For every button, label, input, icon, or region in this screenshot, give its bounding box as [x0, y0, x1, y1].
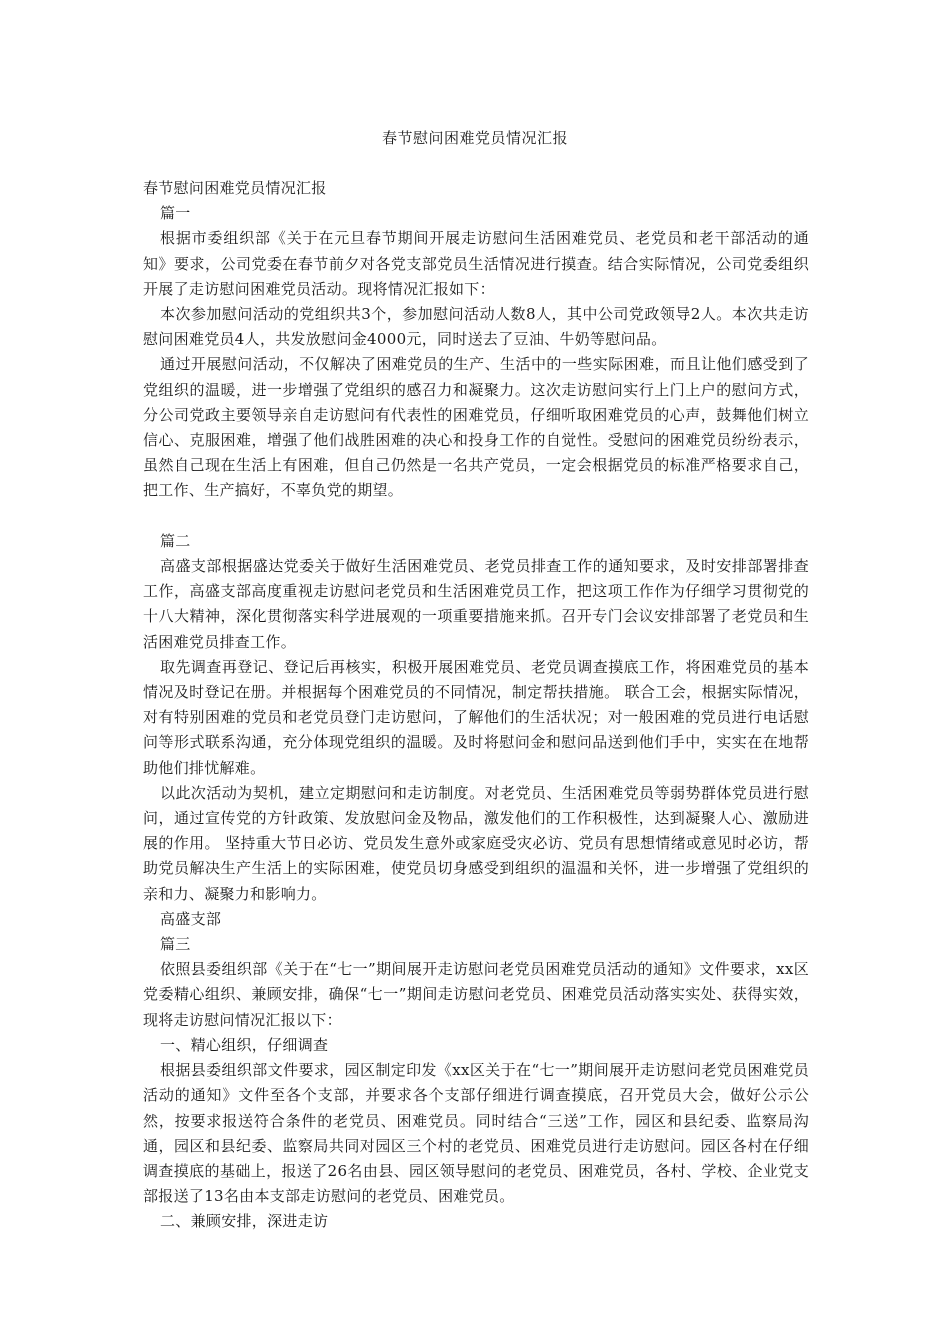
paragraph: 高盛支部根据盛达党委关于做好生活困难党员、老党员排查工作的通知要求，及时安排部署排查工作，高盛支部高度重视走访慰问老党员和生活困难党员工作，把这项工作作为仔细学习贯彻党的十八大精神，深化贯彻落实科学进展观的一项重要措施来抓。召开专门会议安排部署了老党员和生活困难党员排查工作。	[143, 557, 809, 651]
section-heading-3: 篇三	[160, 935, 191, 954]
document-subtitle: 春节慰问困难党员情况汇报	[143, 179, 327, 197]
blank-line	[143, 504, 809, 529]
paragraph: 本次参加慰问活动的党组织共3个，参加慰问活动人数8人，其中公司党政领导2人。本次共走访慰问困难党员4人，共发放慰问金4000元，同时送去了豆油、牛奶等慰问品。	[143, 305, 809, 349]
paragraph: 以此次活动为契机，建立定期慰问和走访制度。对老党员、生活困难党员等弱势群体党员进行慰问，通过宣传党的方针政策、发放慰问金及物品，激发他们的工作积极性，达到凝聚人心、激励进展的作用。 坚持重大节日必访、党员发生意外或家庭受灾必访、党员有思想情绪或意见时必访，帮助党员解决生产生活上的实际困难，使党员切身感受到组织的温温和关怀，进一步增强了党组织的亲和力、凝聚力和影响力。	[143, 783, 809, 903]
paragraph: 依照县委组织部《关于在“七一”期间展开走访慰问老党员困难党员活动的通知》文件要求，xx区党委精心组织、兼顾安排，确保“七一”期间走访慰问老党员、困难党员活动落实实处、获得实效，现将走访慰问情况汇报以下：	[143, 960, 809, 1029]
section-heading-2: 篇二	[160, 531, 191, 550]
document-body	[143, 176, 809, 1235]
paragraph: 取先调查再登记、登记后再核实，积极开展困难党员、老党员调查摸底工作，将困难党员的基本情况及时登记在册。并根据每个困难党员的不同情况，制定帮扶措施。 联合工会，根据实际情况，对有特别困难的党员和老党员登门走访慰问，了解他们的生活状况；对一般困难的党员进行电话慰问等形式联系沟通，充分体现党组织的温暖。及时将慰问金和慰问品送到他们手中，实实在在地帮助他们排忧解难。	[143, 657, 809, 777]
section-heading-1: 篇一	[160, 204, 191, 223]
sub-heading: 一、精心组织，仔细调查	[160, 1035, 329, 1054]
sub-heading: 二、兼顾安排，深进走访	[160, 1212, 329, 1231]
paragraph: 根据市委组织部《关于在元旦春节期间开展走访慰问生活困难党员、老党员和老干部活动的通知》要求，公司党委在春节前夕对各党支部党员生活情况进行摸查。结合实际情况，公司党委组织开展了走访慰问困难党员活动。现将情况汇报如下：	[143, 229, 809, 298]
signature: 高盛支部	[160, 909, 222, 928]
document-title: 春节慰问困难党员情况汇报	[381, 129, 568, 147]
paragraph: 通过开展慰问活动，不仅解决了困难党员的生产、生活中的一些实际困难，而且让他们感受到了党组织的温暖，进一步增强了党组织的感召力和凝聚力。这次走访慰问实行上门上户的慰问方式，分公司党政主要领导亲自走访慰问有代表性的困难党员，仔细听取困难党员的心声，鼓舞他们树立信心、克服困难，增强了他们战胜困难的决心和投身工作的自觉性。受慰问的困难党员纷纷表示，虽然自己现在生活上有困难，但自己仍然是一名共产党员，一定会根据党员的标准严格要求自己，把工作、生产搞好，不辜负党的期望。	[143, 355, 809, 500]
paragraph: 根据县委组织部文件要求，园区制定印发《xx区关于在“七一”期间展开走访慰问老党员困难党员活动的通知》文件至各个支部，并要求各个支部仔细进行调查摸底，召开党员大会，做好公示公然，按要求报送符合条件的老党员、困难党员。同时结合“三送”工作，园区和县纪委、监察局沟通，园区和县纪委、监察局共同对园区三个村的老党员、困难党员进行走访慰问。园区各村在仔细调查摸底的基础上，报送了26名由县、园区领导慰问的老党员、困难党员，各村、学校、企业党支部报送了13名由本支部走访慰问的老党员、困难党员。	[143, 1061, 809, 1206]
